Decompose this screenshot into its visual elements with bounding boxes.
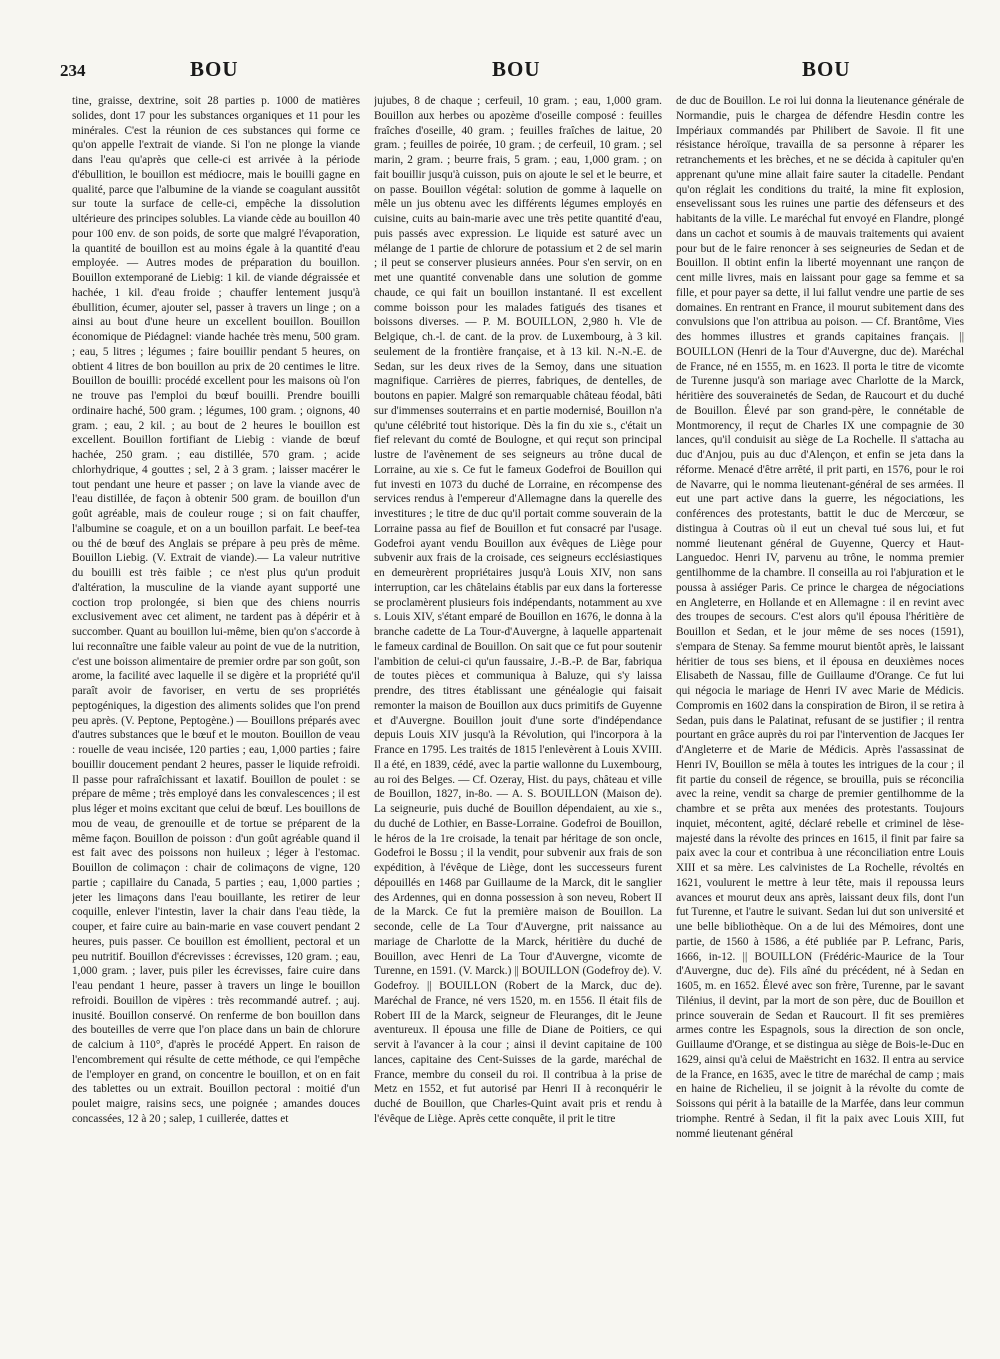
page-header <box>60 55 955 91</box>
column-right-text: de duc de Bouillon. Le roi lui donna la lieutenance générale de Normandie, puis le chargea de défendre Hesdin contre les Impériaux commandés par Philibert de Savoie. Il fit une résistance héroïque, travailla de sa personne à réparer les retranchements et les brèches, et ne se décida à capituler qu'en apprenant qu'une mine allait faire sauter la citadelle. Pendant qu'on réglait les conditions du traité, la mine fit explosion, ensevelissant sous les ruines une partie des défenseurs et des habitants de la ville. Le maréchal fut envoyé en Flandre, plongé dans un cachot et soumis à de mauvais traitements qui avaient pour but de le faire renoncer à ses seigneuries de Sedan et de Bouillon. Il obtint enfin la liberté moyennant une rançon de cent mille livres, mais en laissant pour gage sa femme et sa fille, et pour payer sa dette, il lui fallut vendre une partie de ses domaines. En rentrant en France, il mourut subitement dans des convulsions que l'on attribua au poison. — Cf. Brantôme, Vies des hommes illustres et grands capitaines français. || BOUILLON (Henri de la Tour d'Auvergne, duc de). Maréchal de France, né en 1555, m. en 1623. Il porta le titre de vicomte de Turenne jusqu'à son mariage avec Charlotte de la Marck, héritière des souverainetés de Sedan, de Raucourt et du duché de Bouillon. Élevé par son grand-père, le connétable de Montmorency, il reçut de Charles IX une compagnie de 30 lances, qu'il conduisit au siège de La Rochelle. Il s'attacha au duc d'Anjou, puis au duc d'Alençon, et enfin se jeta dans la réforme. Menacé d'être arrêté, il prit parti, en 1576, pour le roi de Navarre, qui le nomma lieutenant-général de ses armées. Il eut une part active dans la guerre, les négociations, les conférences des protestants, battit le duc de Mercœur, se distingua à Coutras où il eut un cheval tué sous lui, et fut nommé lieutenant général de Guyenne, Quercy et Haut-Languedoc. Henri IV, parvenu au trône, le nomma premier gentilhomme de la chambre. Il conseilla au roi l'abjuration et le poussa à assiéger Paris. Ce prince le chargea de négociations en Angleterre, en Hollande et en Allemagne : il en revint avec des troupes de secours. C'est alors qu'il épousa l'héritière de Bouillon et Sedan, et le jour même de ses noces (1591), s'empara de Stenay. Sa femme mourut bientôt après, le laissant héritier de tous ses biens, et il épousa en deuxièmes noces Elisabeth de Nassau, fille de Guillaume d'Orange. Ce fut lui qui négocia le mariage de Henri IV avec Marie de Médicis. Compromis en 1602 dans la conspiration de Biron, il se retira à Sedan, puis dans le Palatinat, refusant de se justifier ; il rentra pourtant en grâce auprès du roi par l'intervention de Jacques Ier d'Angleterre et de Marie de Médicis. Après l'assassinat de Henri IV, Bouillon se mêla à toutes les intrigues de la cour ; il fit partie du conseil de régence, se brouilla, puis se réconcilia avec la reine, vendit sa charge de premier gentilhomme de la chambre et se prêta aux menées des protestants. Toujours inquiet, mécontent, agité, déclaré rebelle et criminel de lèse-majesté dans la révolte des princes en 1615, il finit par faire sa paix avec la cour et contribua à une réconciliation entre Louis XIII et sa mère. Les calvinistes de La Rochelle, révoltés en 1621, voulurent le mettre à leur tête, mais il repoussa leurs avances et mourut deux ans après, laissant deux fils, dont l'un fut Turenne, et l'autre le suivant. Sedan lui dut son université et une belle bibliothèque. On a de lui des Mémoires, dont une partie, de 1560 à 1586, a été publiée par P. Lefranc, Paris, 1666, in-12. || BOUILLON (Frédéric-Maurice de la Tour d'Auvergne, duc de). Fils aîné du précédent, né à Sedan en 1605, m. en 1652. Élevé avec son frère, Turenne, par le savant Tilénius, il devint, par la mort de son père, duc de Bouillon et prince souverain de Sedan et Raucourt. Il fit ses premières armes contre les Espagnols, sous la direction de son oncle, Guillaume d'Orange, et se distingua au siège de Bois-le-Duc en 1629, ainsi qu'à celui de Maëstricht en 1632. Il entra au service de la France, en 1635, avec le titre de maréchal de camp ; mais en haine de Richelieu, il se joignit à la révolte du comte de Soissons qui périt à la bataille de la Marfée, dans leur commun triomphe. Rentré à Sedan, il fit la paix avec Louis XIII, fut nommé lieutenant général <box>676 95 964 1140</box>
text-column-right <box>676 94 964 1324</box>
column-middle-text: jujubes, 8 de chaque ; cerfeuil, 10 gram. ; eau, 1,000 gram. Bouillon aux herbes ou apozème d'oseille composé : feuilles fraîches d'oseille, 40 gram. ; feuilles fraîches de laitue, 20 gram. ; feuilles de poirée, 10 gram. ; de cerfeuil, 10 gram. ; sel marin, 2 gram. ; beurre frais, 5 gram. ; eau, 1,000 gram. ; on fait bouillir jusqu'à cuisson, puis on ajoute le sel et le beurre, et on passe. Bouillon végétal: solution de gomme à laquelle on mêle un jus obtenu avec les différents légumes employés en cuisine, cuits au bain-marie avec une très petite quantité d'eau, puis passés avec expression. Le liquide est saturé avec un mélange de 1 partie de chlorure de potassium et 2 de sel marin ; il peut se conserver plusieurs années. Pour s'en servir, on en met une quantité convenable dans une solution de gomme chaude, ce qui fait un bouillon instantané. Il est excellent comme boisson pour les malades fatigués des tisanes et boissons diverses. — P. M. BOUILLON, 2,980 h. Vle de Belgique, ch.-l. de cant. de la prov. de Luxembourg, à 3 kil. seulement de la frontière française, et à 13 kil. N.-N.-E. de Sedan, sur les deux rives de la Semoy, dans une situation magnifique. Carrières de pierres, fabriques, de dentelles, de boutons en papier. Malgré son remarquable château féodal, bâti sur d'immenses souterrains et en partie modernisé, Bouillon n'a qu'une célébrité tout historique. Dès la fin du xie s., c'était un fief relevant du comté de Boulogne, et qui reçut son principal lustre de l'avènement de ses seigneurs au trône ducal de Lorraine, au xie s. Ce fut le fameux Godefroi de Bouillon qui fut investi en 1073 du duché de Lorraine, en récompense des services rendus à l'empereur d'Allemagne dans la querelle des investitures ; le titre de duc qu'il portait comme souverain de la Lorraine passa au fief de Bouillon et fut consacré par l'usage. Godefroi ayant vendu Bouillon aux évêques de Liège pour subvenir aux frais de la croisade, ces seigneurs ecclésiastiques en demeurèrent propriétaires jusqu'à Louis XIV, non sans interruption, car les châtelains établis par eux dans la forteresse se proclamèrent plusieurs fois indépendants, notamment au xve s. Louis XIV, s'étant emparé de Bouillon en 1676, le donna à la branche cadette de La Tour-d'Auvergne, à laquelle appartenait le fameux cardinal de Bouillon. On sait que ce fut pour soutenir l'ambition de celui-ci qu'un faussaire, J.-B.-P. de Bar, fabriqua de toutes pièces et communiqua à Baluze, qui s'y laissa prendre, des titres établissant une généalogie qui faisait remonter la maison de Bouillon aux ducs primitifs de Guyenne et d'Auvergne. Bouillon jouit d'une sorte d'indépendance depuis Louis XIV jusqu'à la Révolution, qui l'incorpora à la France en 1795. Les traités de 1815 l'enlevèrent à Louis XVIII. Il a été, en 1839, cédé, avec la partie wallonne du Luxembourg, au roi des Belges. — Cf. Ozeray, Hist. du pays, château et ville de Bouillon, 1827, in-8o. — A. S. BOUILLON (Maison de). La seigneurie, puis duché de Bouillon dépendaient, au xie s., du duché de Lothier, en Basse-Lorraine. Godefroi de Bouillon, le héros de la 1re croisade, la tenait par héritage de son oncle, Godefroi le Bossu ; il la vendit, pour subvenir aux frais de son expédition, à l'évêque de Liège, dont les successeurs furent dépouillés en 1468 par Guillaume de la Marck, dit le sanglier des Ardennes, qui en donna possession à son neveu, Robert II de la Marck. Ce fut la première maison de Bouillon. La seconde, celle de La Tour d'Auvergne, prit naissance au mariage de Charlotte de la Marck, héritière du duché de Bouillon, avec Henri de La Tour d'Auvergne, vicomte de Turenne, en 1591. (V. Marck.) || BOUILLON (Godefroy de). V. Godefroy. || BOUILLON (Robert de la Marck, duc de). Maréchal de France, né vers 1520, m. en 1556. Il était fils de Robert III de la Marck, seigneur de Fleuranges, dit le Jeune aventureux. Il épousa une fille de Diane de Poitiers, ce qui servit à l'avancer à la cour ; ainsi il devint capitaine de 100 lances, capitaine des Cent-Suisses de la garde, maréchal de France, membre du conseil du roi. Il contribua à la prise de Metz en 1552, et fut autorisé par Henri II à reconquérir le duché de Bouillon, que Charles-Quint avait pris et rendu à l'évêque de Liège. Après cette conquête, il prit le titre <box>374 95 662 1125</box>
text-column-middle <box>374 94 662 1324</box>
text-columns <box>72 94 964 1324</box>
running-head-left: BOU <box>190 57 239 81</box>
running-head-center: BOU <box>492 57 541 81</box>
column-left-text: tine, graisse, dextrine, soit 28 parties p. 1000 de matières solides, dont 17 pour les substances organiques et 11 pour les minérales. C'est la réunion de ces substances qui forme ce qu'on appelle l'extrait de viande. Si l'on ne plonge la viande dans l'eau qu'après que celle-ci est arrivée à la période d'ébullition, le bouillon est médiocre, mais le bouilli gagne en qualité, parce que l'albumine de la viande se coagulant aussitôt sur toute la surface de celle-ci, empêche la dissolution ultérieure des principes solubles. La viande cède au bouillon 40 pour 100 env. de son poids, de sorte que malgré l'évaporation, la quantité de bouillon est au moins égale à la quantité d'eau employée. — Autres modes de préparation du bouillon. Bouillon extemporané de Liebig: 1 kil. de viande dégraissée et hachée, 1 kil. d'eau froide ; chauffer lentement jusqu'à ébullition, écumer, ajouter sel, passer à travers un linge ; on a ainsi au bout d'une heure un excellent bouillon. Bouillon économique de Piédagnel: viande hachée très menu, 500 gram. ; eau, 5 litres ; légumes ; faire bouillir pendant 5 heures, on obtient 4 litres de bon bouillon au prix de 20 centimes le litre. Bouillon de bouilli: procédé excellent pour les maisons où l'on ne trouve pas l'emploi du bœuf bouilli. Prendre bouilli ordinaire haché, 500 gram. ; légumes, 100 gram. ; oignons, 40 gram. ; eau, 2 kil. ; au bout de 2 heures le bouillon est excellent. Bouillon fortifiant de Liebig : viande de bœuf hachée, 250 gram. ; eau distillée, 570 gram. ; acide chlorhydrique, 4 gouttes ; sel, 2 à 3 gram. ; laisser macérer le tout pendant une heure et passer ; on lave la viande avec de l'eau distillée, de façon à obtenir 500 gram. de bouillon d'un goût agréable, mais de couleur rouge ; si on fait chauffer, l'albumine se coagule, et on a un bouillon parfait. Le beef-tea ou thé de bœuf des Anglais se prépare à peu près de même. Bouillon Liebig. (V. Extrait de viande).— La valeur nutritive du bouilli est très faible ; ce n'est plus qu'un produit d'altération, la musculine de la viande ayant supporté une coction trop prolongée, si bien que des chiens nourris exclusivement avec cet aliment, ne tardent pas à dépérir et à succomber. Quant au bouillon lui-même, bien qu'on s'accorde à lui reconnaître une faible valeur au point de vue de la nutrition, c'est une boisson alimentaire de premier ordre par son goût, son arome, la facilité avec laquelle il se digère et la propriété qu'il paraît avoir de favoriser, en vertu de ses propriétés peptogéniques, la digestion des aliments solides que l'on prend peu après. (V. Peptone, Peptogène.) — Bouillons préparés avec d'autres substances que le bœuf et le mouton. Bouillon de veau : rouelle de veau incisée, 120 parties ; eau, 1,000 parties ; faire bouillir doucement pendant 2 heures, passer le liquide refroidi. Il passe pour rafraîchissant et laxatif. Bouillon de poulet : se prépare de même ; très employé dans les convalescences ; il est plus léger et moins excitant que celui de bœuf. Les bouillons de mou de veau, de grenouille et de tortue se préparent de la même façon. Bouillon de poisson : d'un goût agréable quand il est fait avec des poissons non huileux ; léger à l'estomac. Bouillon de colimaçon : chair de colimaçons de vigne, 120 partie ; capillaire du Canada, 5 parties ; eau, 1,000 parties ; jeter les limaçons dans l'eau bouillante, les retirer de leur coquille, enlever l'intestin, laver la chair dans l'eau tiède, la couper, et faire cuire au bain-marie en vase couvert pendant 2 heures, puis passer. Ce bouillon est émollient, pectoral et un peu nutritif. Bouillon d'écrevisses : écrevisses, 120 gram. ; eau, 1,000 gram. ; laver, puis piler les écrevisses, faire cuire dans l'eau pendant 1 heure, passer à travers un linge le bouillon refroidi. Bouillon de vipères : très recommandé autref. ; auj. inusité. Bouillon conservé. On renferme de bon bouillon dans des bouteilles de verre que l'on place dans un bain de chlorure de calcium à 110°, d'après le procédé Appert. En raison de l'encombrement qui résulte de cette méthode, ce qui l'empêche de l'employer en grand, on concentre le bouillon, et on en fait des tablettes ou un extrait. Bouillon pectoral : moitié d'un poulet maigre, raisins secs, une poignée ; amandes douces concassées, 12 à 20 ; salep, 1 cuillerée, dattes et <box>72 95 360 1125</box>
text-column-left <box>72 94 360 1324</box>
page-number: 234 <box>60 61 86 80</box>
running-head-right: BOU <box>802 57 851 81</box>
